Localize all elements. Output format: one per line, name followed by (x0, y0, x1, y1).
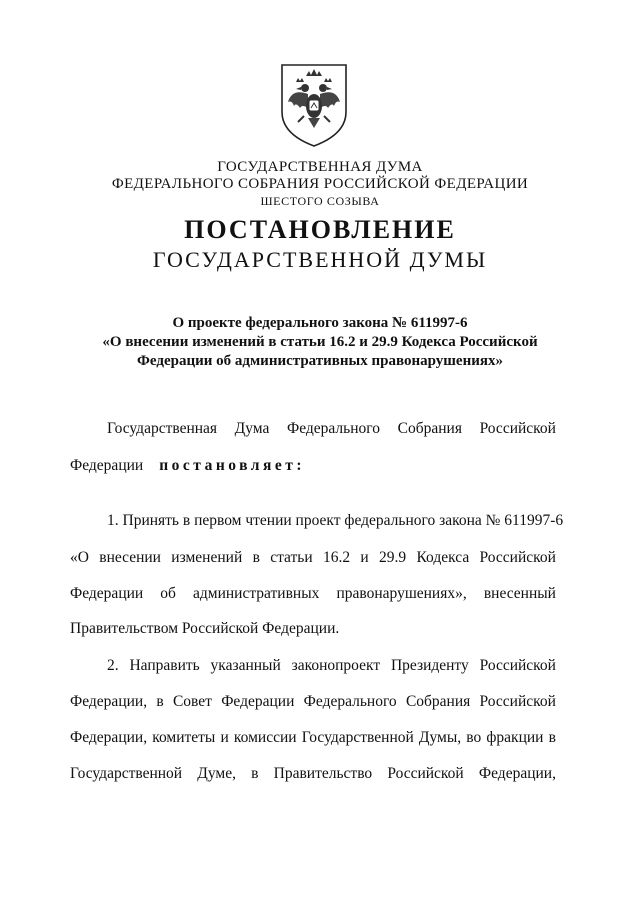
word: в (156, 693, 164, 710)
word: правонарушениях», (336, 585, 467, 602)
word: Государственной (301, 729, 414, 746)
p1-line-2 (70, 548, 556, 568)
word: Российской (479, 549, 556, 566)
word: законопроект (291, 657, 381, 674)
word: фракции (486, 729, 544, 746)
p1-line-4: Правительством Российской Федерации. (70, 620, 340, 637)
word: Направить (129, 657, 200, 674)
word: Российской (387, 765, 464, 782)
p2-line-4 (70, 764, 556, 784)
word: изменений (171, 549, 243, 566)
word: «О (70, 549, 89, 566)
word: Российской (479, 657, 556, 674)
word: внесенный (483, 585, 556, 602)
org-name-line-1: ГОСУДАРСТВЕННАЯ ДУМА (217, 159, 423, 175)
word: Федерации, (70, 729, 148, 746)
word: Думы, (418, 729, 462, 746)
document-title: ПОСТАНОВЛЕНИЕ (184, 215, 456, 244)
word: в (548, 729, 556, 746)
intro-line-2 (70, 456, 556, 476)
word: Федерального (303, 693, 397, 710)
word: Федерации, (478, 765, 556, 782)
intro-line-1 (107, 419, 556, 439)
word: 2. (107, 657, 119, 674)
word: и (220, 729, 229, 746)
coat-of-arms-emblem (278, 62, 350, 148)
p2-line-2 (70, 692, 556, 712)
subject-line-3: Федерации об административных правонарушениях» (137, 353, 503, 369)
word: внесении (99, 549, 161, 566)
word: и (360, 549, 369, 566)
word: Собрания (397, 420, 462, 437)
word: Государственной (70, 765, 183, 782)
document-subtitle: ГОСУДАРСТВЕННОЙ ДУМЫ (152, 247, 488, 272)
word: 16.2 (322, 549, 351, 566)
word: 29.9 (379, 549, 407, 566)
word: Федерации (70, 585, 144, 602)
convocation-line: ШЕСТОГО СОЗЫВА (260, 194, 380, 208)
word: Российской (479, 693, 556, 710)
word: об (160, 585, 176, 602)
word: комиссии (233, 729, 297, 746)
russian-coat-of-arms-icon (278, 62, 350, 148)
word: Кодекса (416, 549, 470, 566)
word: в (251, 765, 259, 782)
word: Собрания (405, 693, 471, 710)
word: Совет (172, 693, 212, 710)
subject-line-2: «О внесении изменений в статьи 16.2 и 29.9 Кодекса Российской (102, 334, 538, 350)
p1-line-3 (70, 584, 556, 604)
word: в (252, 549, 260, 566)
subject-line-1: О проекте федерального закона № 611997-6 (172, 315, 468, 331)
word: статьи (270, 549, 313, 566)
word: комитеты (152, 729, 216, 746)
p1-line-1: 1. Принять в первом чтении проект федерального закона № 611997-6 (107, 512, 564, 529)
word: административных (193, 585, 320, 602)
org-name-line-2: ФЕДЕРАЛЬНОГО СОБРАНИЯ РОССИЙСКОЙ ФЕДЕРАЦИИ (111, 176, 529, 192)
p2-line-1 (107, 656, 556, 676)
decree-verb: постановляет: (159, 457, 306, 474)
word: Дума (234, 420, 270, 437)
word: Федерального (286, 420, 381, 437)
word: Федерации, (70, 693, 148, 710)
word: Думе, (197, 765, 236, 782)
p2-line-3 (70, 728, 556, 748)
word: во (466, 729, 482, 746)
word: Правительство (273, 765, 373, 782)
word: Федерации (70, 457, 144, 474)
word: Российской (479, 420, 556, 437)
word: указанный (210, 657, 281, 674)
word: Федерации (221, 693, 295, 710)
word: Президенту (390, 657, 469, 674)
word: Государственная (107, 420, 218, 437)
